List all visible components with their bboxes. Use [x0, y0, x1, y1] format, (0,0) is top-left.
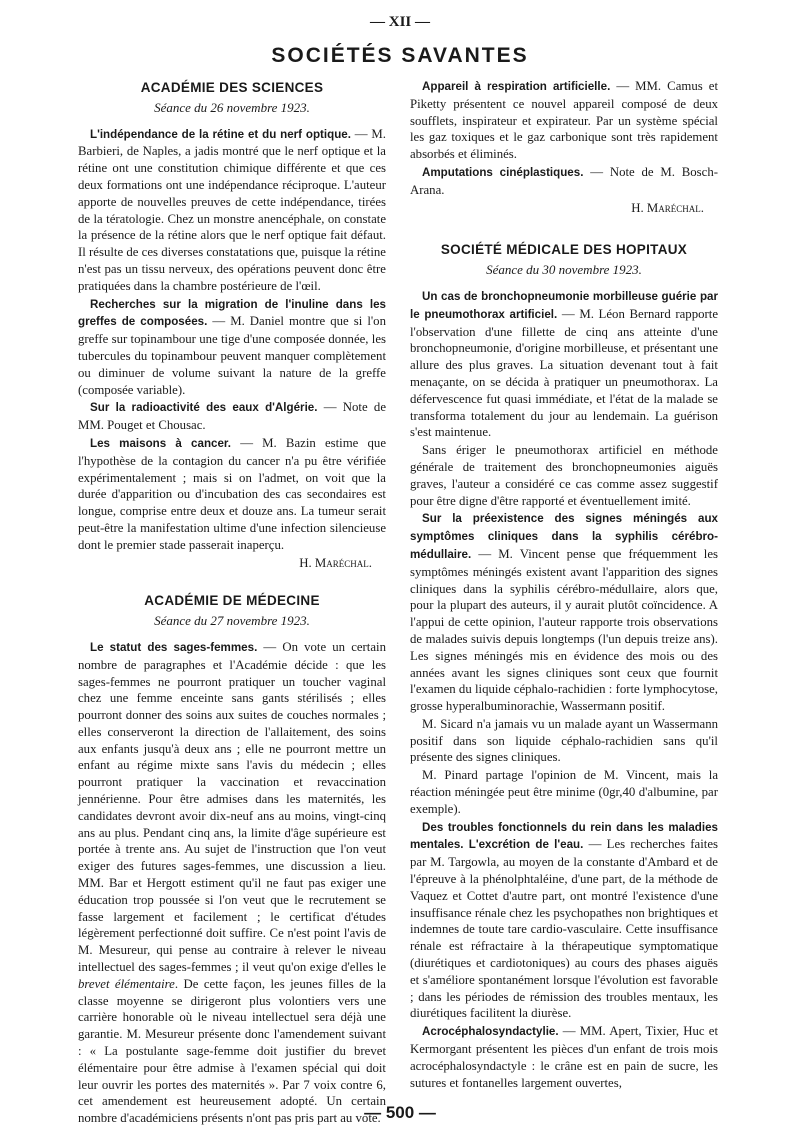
- article-radioactivite: [78, 399, 386, 434]
- page-title: SOCIÉTÉS SAVANTES: [271, 44, 529, 67]
- article-italic-term: brevet élémentaire: [78, 976, 175, 991]
- article-body: — Note de M. Bosch-Arana.: [410, 164, 718, 197]
- article-syphilis: [410, 510, 718, 715]
- article-syphilis-sicard: M. Sicard n'a jamais vu un malade ayant un Wassermann positif dans son liquide céphalo-rachidien sans qu'il présente des signes cliniques.: [410, 716, 718, 765]
- article-title: Le statut des sages-femmes.: [90, 640, 258, 654]
- article-acrocephalosyndactylie: [410, 1023, 718, 1091]
- section-spacer: [410, 218, 718, 242]
- left-column: [78, 80, 386, 1128]
- article-title: Recherches sur la migration de l'inuline dans les greffes de composées.: [78, 297, 386, 329]
- section-date: Séance du 26 novembre 1923.: [154, 99, 310, 115]
- article-title: L'indépendance de la rétine et du nerf optique.: [90, 127, 351, 141]
- signature: H. Maréchal.: [299, 555, 372, 570]
- article-title: Acrocéphalosyndactylie.: [422, 1025, 559, 1039]
- article-body: — MM. Apert, Tixier, Huc et Kermorgant présentent les pièces d'un enfant de trois mois acrocéphalosyndactyle : le crâne est en pain de sucre, les sutures et fontanelles largement ouvertes,: [410, 1024, 718, 1090]
- article-troubles-rein: [410, 819, 718, 1023]
- article-syphilis-pinard: M. Pinard partage l'opinion de M. Vincent, mais la réaction méningée peut être minime (0gr,40 d'albumine, par exemple).: [410, 768, 718, 816]
- article-body: — M. Daniel montre que si l'on greffe sur topinambour une tige d'une composée donnée, les tubercules du topinambour peuvent manquer complètement ou diminuer de volume suivant la nature de la greffe (composée variable).: [78, 314, 386, 397]
- article-body: — M. Léon Bernard rapporte l'observation d'une fillette de cinq ans atteinte d'une bronchopneumonie, d'origine morbilleuse, et présentant une allure des plus graves. La situation devenant tout à fait menaçante, on se décida à pratiquer un pneumothorax. La défervescence fut quasi immédiate, et l'état de la malade se transforma totalement du jour au lendemain. La guérison s'est maintenue.: [410, 306, 718, 440]
- article-sages-femmes: [78, 639, 386, 1127]
- article-title: Sur la radioactivité des eaux d'Algérie.: [90, 401, 318, 415]
- section-date: Séance du 27 novembre 1923.: [154, 613, 310, 629]
- article-appareil-respiration: [410, 78, 718, 163]
- article-bronchopneumonie-continued: Sans ériger le pneumothorax artificiel en méthode générale de traitement des bronchopneumonies aiguës graves, l'auteur a considéré ce cas comme assez suggestif pour être digne d'être rapporté et éventuellement imité.: [410, 443, 718, 508]
- article-body: — M. Barbieri, de Naples, a jadis montré que le nerf optique et la rétine ont une constitution chimique différente et que ces deux formations ont une indépendance réciproque. L'auteur apporte de nouvelles preuves de cette indépendance, tirées de la tératologie. Chez un monstre anencéphale, on constate la présence de la rétine alors que le nerf optique fait défaut. Il résulte de ces diverses constatations que, puisque la rétine n'est pas un tissu nerveux, des opérations peuvent donc être pratiquées dans la chambre postérieure de l'œil.: [78, 126, 386, 293]
- article-body: — Les recherches faites par M. Targowla, au moyen de la constante d'Ambard et de l'épreuve à la phénolphtaléine, d'une part, de la méthode de Vaquez et Cottet d'autre part, ont montré l'existence d'une insuffisance rénale chez les psychopathes non brightiques et indemnes de toute tare cardio-vasculaire. Cette insuffisance rénale est réfractaire à la thérapeutique symptomatique (diurétiques et cardiotoniques) au cours des phases aiguës et s'améliore spontanément lorsque l'évolution est favorable ; dans les périodes de rémission des troubles mentaux, les diurétiques facilitent la diurèse.: [410, 837, 718, 1021]
- section-heading-academie-sciences: ACADÉMIE DES SCIENCES: [140, 80, 324, 95]
- article-inuline: [78, 296, 386, 399]
- right-column: [410, 78, 718, 1092]
- page-number: — 500 —: [364, 1103, 436, 1122]
- article-body: — On vote un certain nombre de paragraphes et l'Académie décide : que les sages-femmes ne pourront pratiquer un toucher vaginal chez une femme enceinte sans gants stérilisés ; elles pourront donner des soins aux suites de couches normales ; elles conserveront la direction de l'allaitement, des soins aux enfants jusqu'à deux ans ; elle ne pourront mettre un enfant au régime mixte sans l'avis du médecin ; elles pourront pratiquer la vaccination et revaccination jennérienne. Pour être admises dans les maternités, les candidates devront avoir dix-neuf ans au moins, vingt-cinq ans au plus. Pendant cinq ans, la limite d'âge supérieure est portée à trente ans. Au sujet de l'instruction que l'on veut exiger des futures sages-femmes, une discussion a lieu. MM. Bar et Hergott estiment qu'il ne faut pas exiger une éducation trop poussée si l'on veut que le recrutement se fasse largement et facilement ; le certificat d'études légèrement perfectionné doit suffire. Ce n'est point l'avis de M. Mesureur, qui pense au contraire à relever le niveau intellectuel des sages-femmes ; il veut qu'on exige d'elles le: [78, 639, 386, 975]
- section-spacer: [78, 573, 386, 593]
- article-title: Des troubles fonctionnels du rein dans les maladies mentales. L'excrétion de l'eau.: [410, 820, 718, 852]
- article-body-continued: . De cette façon, les jeunes filles de la classe moyenne se dirigeront plus volontiers vers une carrière honorable où le niveau intellectuel sera déjà une garantie. M. Mesureur présente donc l'amendement suivant : « La postulante sage-femme doit justifier du brevet élémentaire pour être admise à l'examen spécial qui doit leur ouvrir les portes des maternités ». Par 7 voix contre 6, cet amendement est heureusement adopté. Un certain nombre d'académiciens présents n'ont pas pris part au vote.: [78, 976, 386, 1126]
- article-body: — Note de MM. Pouget et Chousac.: [78, 400, 386, 433]
- signature: H. Maréchal.: [631, 200, 704, 215]
- article-body: — MM. Camus et Piketty présentent ce nouvel appareil composé de deux soufflets, inspirateur et expirateur. Par un système spécial les gaz toxiques et le gaz carbonique sont très rapidement absorbés et éliminés.: [410, 79, 718, 162]
- section-date: Séance du 30 novembre 1923.: [486, 262, 642, 278]
- article-title: Sur la préexistence des signes méningés aux symptômes cliniques dans la syphilis cérébro-médullaire.: [410, 512, 718, 561]
- article-maisons-cancer: [78, 435, 386, 554]
- article-title: Les maisons à cancer.: [90, 436, 232, 450]
- article-title: Un cas de bronchopneumonie morbilleuse guérie par le pneumothorax artificiel.: [410, 289, 718, 321]
- article-retine: [78, 126, 386, 295]
- section-heading-societe-medicale: SOCIÉTÉ MÉDICALE DES HOPITAUX: [440, 242, 688, 258]
- article-body: — M. Vincent pense que fréquemment les symptômes méningés existent avant l'apparition des signes cliniques dans la syphilis cérébro-médullaire, alors que, pour la plupart des auteurs, il y aurait plutôt coïncidence. A l'appui de cette opinion, l'auteur rapporte trois observations de malades suivis depuis longtemps (l'un depuis treize ans). Les signes méningés mis en évidence des mois ou des années avant les signes cliniques sont ceux que fournit l'examen du liquide céphalo-rachidien : forte lymphocytose, grosse hyperalbuminorachie, Wassermann positif.: [410, 546, 718, 714]
- article-amputations: [410, 164, 718, 199]
- article-title: Appareil à respiration artificielle.: [422, 80, 611, 93]
- article-body: — M. Bazin estime que l'hypothèse de la contagion du cancer n'a pu être vérifiée expérimentalement ; mais si on l'admet, on voit que la durée d'apparition ou d'incubation des cas secondaires est longue, comprise entre deux et douze ans. La tumeur serait peut-être la manifestation ultime d'une infection silencieuse dont le premier stade passerait inaperçu.: [78, 435, 387, 552]
- article-bronchopneumonie: [410, 288, 718, 441]
- page-header-marker: — XII —: [369, 14, 430, 30]
- section-heading-academie-medecine: ACADÉMIE DE MÉDECINE: [144, 593, 320, 609]
- article-title: Amputations cinéplastiques.: [422, 165, 584, 179]
